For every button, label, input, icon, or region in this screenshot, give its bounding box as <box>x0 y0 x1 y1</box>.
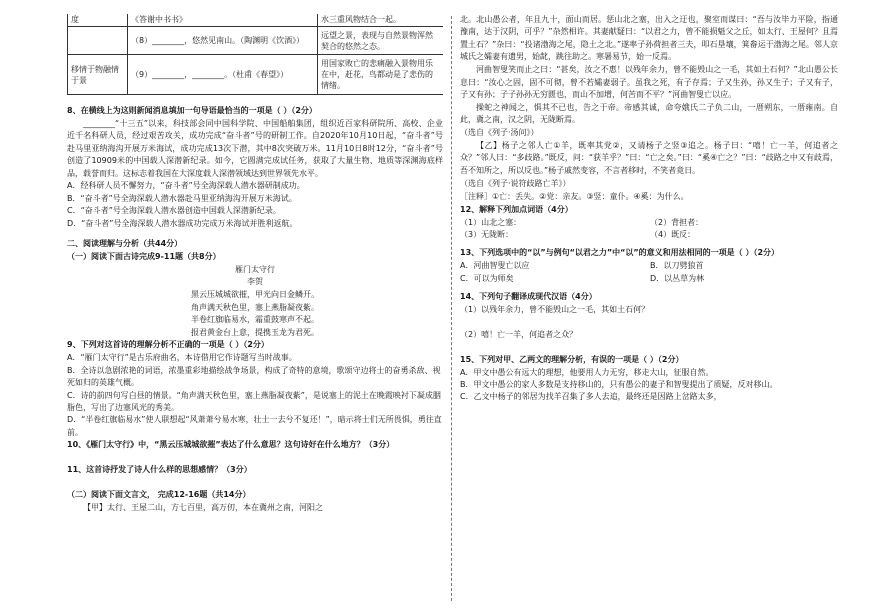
q8-option-c: C．“奋斗者”号全海深载人潜水器创造中国载人深潜新纪录。 <box>67 206 281 216</box>
section-title: 二、阅读理解与分析（共44分） <box>67 239 183 249</box>
q8-option-d: D．“奋斗者”号全海深载人潜水器成功完成万米海试并胜利返航。 <box>67 218 298 228</box>
q14-item: （1）以残年余力，曾不能毁山之一毛，其如土石何？ <box>460 304 650 314</box>
q9-option-c: C．诗的前四句写白昼的情景。“角声满天秋色里，塞上燕脂凝夜紫”，是说塞上的泥土在晚霞映衬下凝成胭脂色，写出了边塞风光的秀美。 <box>67 390 441 412</box>
q9-option-a: A．“雁门太守行”是古乐府曲名，本诗借用它作诗题写当时战事。 <box>67 353 297 363</box>
q15-stem: 15、下列对甲、乙两文的理解分析，有误的一项是（ ）（2分） <box>460 354 684 364</box>
q13-stem: 13、下列选项中的“以”与例句“以君之力”中“以”的意义和用法相同的一项是（ ）（2分） <box>460 248 780 258</box>
table-cell: 移情于物融情于景 <box>68 55 128 95</box>
passage-source: （选自《列子·说符歧路亡羊》） <box>460 178 571 188</box>
poetry-table <box>67 14 443 95</box>
answer-space[interactable] <box>460 317 838 329</box>
q8-option-b: B．“奋斗者”号全海深载人潜水器赴马里亚纳海沟开展万米海试。 <box>67 193 297 203</box>
q12-stem: 12、解释下列加点词语（4分） <box>460 204 573 214</box>
answer-space[interactable] <box>67 452 443 464</box>
table-row <box>68 55 444 95</box>
q12-item: （1）山北之塞： <box>460 217 522 227</box>
table-cell: 度 <box>68 14 128 27</box>
right-column <box>460 14 838 612</box>
poem-line: 报君黄金台上意，提携玉龙为君死。 <box>191 327 319 337</box>
table-cell: 《答谢中书书》 <box>128 14 318 27</box>
q8-stem: 8、在横线上为这则新闻消息填加一句导语最恰当的一项是（ ）（2分） <box>67 106 317 115</box>
passage-jia: 操蛇之神闻之，惧其不已也，告之于帝。帝感其诚，命夸娥氏二子负二山，一厝朔东，一厝雍南。自此，冀之南，汉之阴，无陇断焉。 <box>460 102 838 125</box>
q13-option: C．可以为师矣 <box>460 273 514 283</box>
passage-jia: 北。北山愚公者，年且九十，面山而居。惩山北之塞，出入之迂也，聚室而谋曰：“吾与汝毕力平险，指通豫南，达于汉阴，可乎？”杂然相许。其妻献疑曰：“以君之力，曾不能损魁父之丘，如太行、王屋何？且焉置土石？”杂曰：“投诸渤海之尾，隐土之北。”遂率子孙荷担者三夫，叩石垦壤，箕畚运于渤海之尾。邻人京城氏之孀妻有遗男，始龀，跳往助之。寒暑易节，始一反焉。 <box>460 15 838 62</box>
table-row <box>68 14 444 27</box>
q9-option-b: B．全诗以急剧浓艳的词语，浓墨重彩地描绘战争场景，构成了奇特的意境，歌颂守边将士的奋勇杀敌、视死如归的英雄气概。 <box>67 365 441 388</box>
q15-option-a: A．甲文中愚公有远大的理想，他要用人力无穷，移走大山，征服自然。 <box>460 367 714 377</box>
q15-option-c: C．乙文中杨子的邻居为找羊召集了多人去追，最终还是因路上岔路太多， <box>460 392 722 402</box>
left-column <box>67 14 443 612</box>
poem-line: 黑云压城城欲摧，甲光向日金鳞开。 <box>191 290 319 300</box>
table-cell: 远望之景，表现与自然景物浑然契合的悠然之态。 <box>318 27 444 55</box>
sub-section-title: （一）阅读下面古诗完成9-11题（共8分） <box>67 251 221 261</box>
q13-option: D．以丛草为林 <box>650 273 705 283</box>
q12-item: （3）无陇断： <box>460 229 514 239</box>
q10-stem: 10、《雁门太守行》中，“黑云压城城欲摧”表达了什么意思？这句诗好在什么地方？（3分） <box>67 440 395 450</box>
answer-space[interactable] <box>460 342 838 354</box>
poem-title: 雁门太守行 <box>235 264 275 274</box>
table-cell <box>68 27 128 55</box>
poem <box>67 264 443 340</box>
table-row <box>68 27 444 55</box>
q14-item: （2）嘻！亡一羊，何追者之众？ <box>460 329 578 339</box>
q12-item: （2）背担者： <box>650 217 704 227</box>
q13-option: B．以刀劈狼首 <box>650 261 704 271</box>
passage-source: （选自《列子·汤问》） <box>460 128 539 138</box>
q13-option: A．河曲智叟亡以应 <box>460 261 530 271</box>
table-cell: 水三重风物结合一起。 <box>318 14 444 27</box>
answer-space[interactable] <box>67 477 443 489</box>
footnote: ［注释］①亡：丢失。②党：亲友。③竖：童仆。④奚：为什么。 <box>460 191 689 201</box>
sub-section-title: （二）阅读下面文言文， 完成12-16题（共14分） <box>67 490 251 499</box>
q8-option-a: A．经科研人员不懈努力，“奋斗者”号全海深载人潜水器研制成功。 <box>67 181 305 191</box>
passage-jia: 河曲智叟笑而止之曰：“甚矣，汝之不惠！以残年余力，曾不能毁山之一毛，其如土石何？”北山愚公长息曰：“汝心之固，固不可彻，曾不若孀妻弱子。虽我之死，有子存焉；子又生孙，孙又生子；子又有子，子又有孙；子子孙孙无穷匮也，而山不加增，何苦而不平？”河曲智叟亡以应。 <box>460 65 838 99</box>
q11-stem: 11、这首诗抒发了诗人什么样的思想感情？（3分） <box>67 465 252 475</box>
q12-item: （4）既反： <box>650 229 696 239</box>
passage-yi: 【乙】杨子之邻人亡①羊，既率其党②，又请杨子之竖③追之。杨子曰：“嘻！亡一羊，何追者之众？”邻人曰：“多歧路。”既反，问：“获羊乎？”曰：“亡之矣。”曰：“奚④亡之？”曰：“歧路之中又有歧焉，吾不知所之，所以反也。”杨子戚然变容，不言者移时，不笑者竟日。 <box>460 141 838 175</box>
q9-option-d: D．“半卷红旗临易水”使人联想起“风萧萧兮易水寒，壮士一去兮不复还！”，暗示将士们无所畏惧，勇往直前。 <box>67 415 442 437</box>
q13-options <box>460 260 838 285</box>
q12-items <box>460 217 838 242</box>
poem-line: 半卷红旗临易水，霜重鼓寒声不起。 <box>191 315 319 325</box>
q8-passage: ________“十三五”以来，科技部会同中国科学院、中国船舶集团，组织近百家科研院所、高校、企业近千名科研人员，经过艰苦攻关，成功完成“奋斗者”号的研制工作。自2020年10月10日起，“奋斗者”号赴马里亚纳海沟开展万米海试，成功完成13次下潜，其中8次突破万米。11月10日8时12分，“奋斗者”号创造了10909米的中国载人深潜新纪录。如今，它圆满完成试任务，获取了大量生物、地质等深渊海底样品，载誉而归。这标志着我国在大深度载人深潜领域达到世界领先水平。 <box>67 118 443 178</box>
column-divider <box>451 16 452 601</box>
poem-line: 角声满天秋色里，塞上燕脂凝夜紫。 <box>191 302 319 312</box>
table-cell: （8）________，悠然见南山。（陶渊明《饮酒》） <box>128 27 318 55</box>
table-cell: （9）________，________。（杜甫《春望》） <box>128 55 318 95</box>
q15-option-b: B．甲文中愚公的家人多数是支持移山的，只有愚公的妻子和智叟提出了质疑，反对移山。 <box>460 380 778 390</box>
poem-author: 李贺 <box>247 277 263 287</box>
q14-stem: 14、下列句子翻译成现代汉语（4分） <box>460 292 597 302</box>
q9-stem: 9、下列对这首诗的理解分析不正确的一项是（ ）（2分） <box>67 340 269 350</box>
table-cell: 用国家败亡的悲痛融入景物用乐在中，赶花，鸟都动是了悲伤的情绪。 <box>318 55 444 95</box>
passage-jia-start: 【甲】太行、王屋二山，方七百里，高万仞，本在冀州之南，河阳之 <box>83 502 323 512</box>
